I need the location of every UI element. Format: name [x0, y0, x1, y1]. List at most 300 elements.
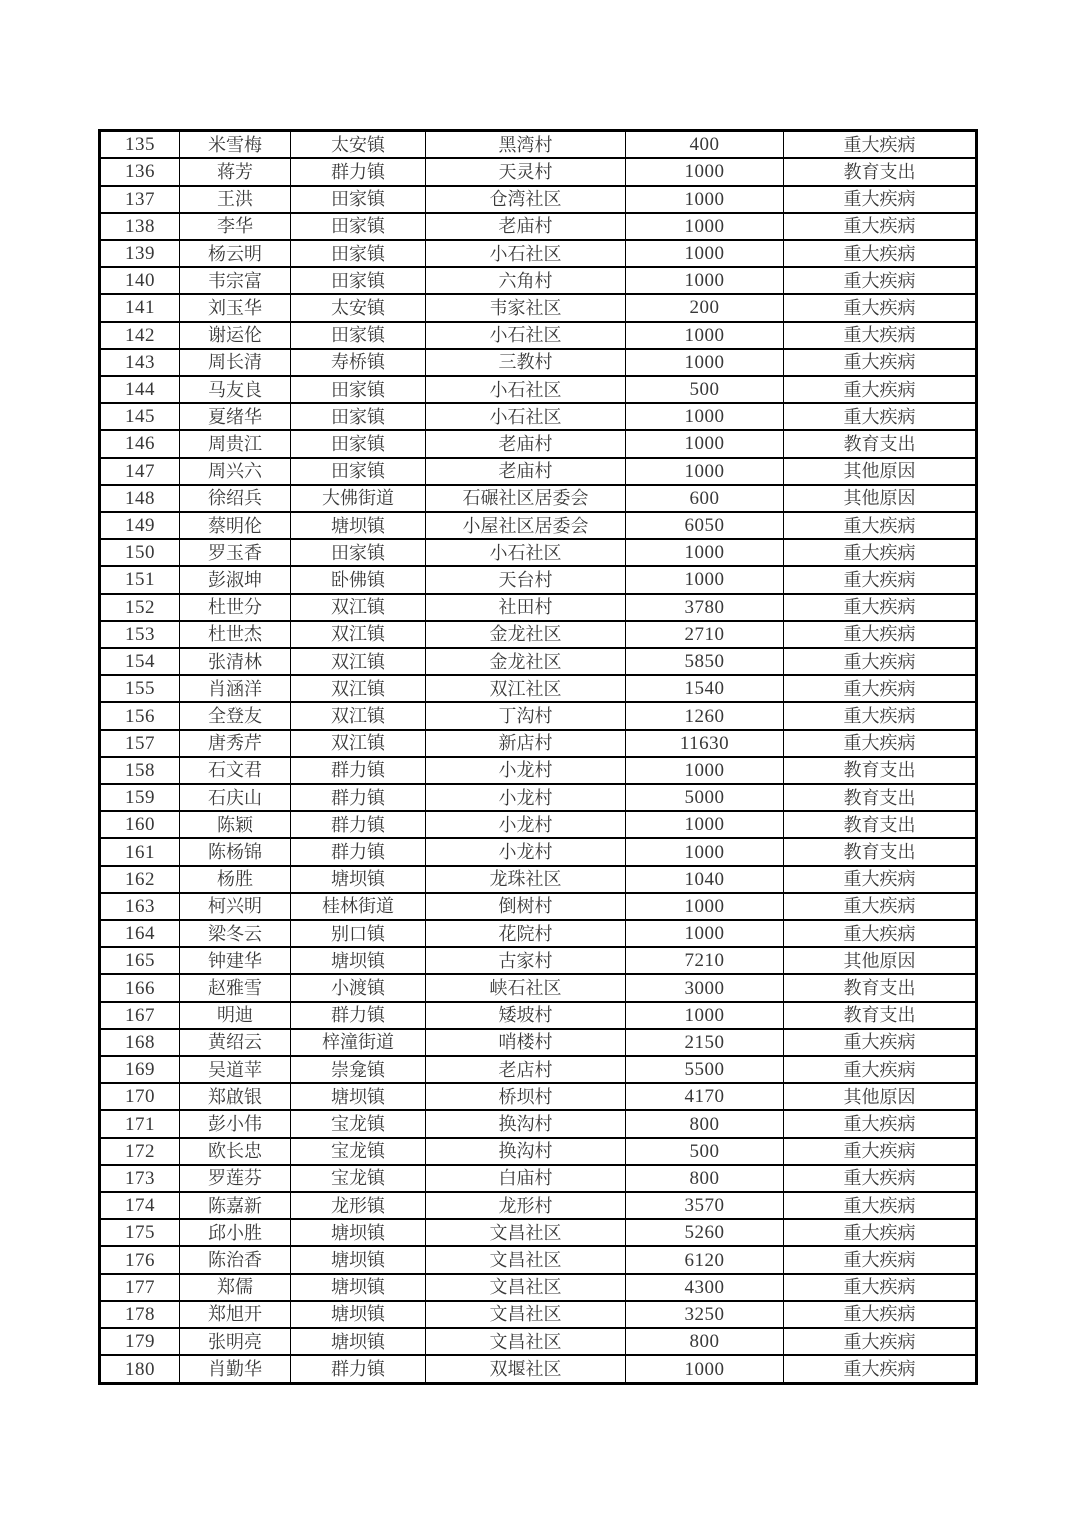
table-row [100, 376, 977, 403]
cell-name: 周兴六 [180, 458, 291, 485]
cell-index: 175 [100, 1219, 180, 1246]
cell-town: 塘坝镇 [291, 1246, 426, 1273]
cell-village: 倒树村 [426, 893, 626, 920]
table-row [100, 866, 977, 893]
cell-town: 群力镇 [291, 838, 426, 865]
cell-reason: 重大疾病 [784, 1165, 977, 1192]
cell-name: 张明亮 [180, 1328, 291, 1355]
table-row [100, 621, 977, 648]
cell-village: 换沟村 [426, 1110, 626, 1137]
cell-amount: 1000 [626, 267, 784, 294]
cell-index: 177 [100, 1274, 180, 1301]
table-row [100, 757, 977, 784]
cell-index: 170 [100, 1083, 180, 1110]
cell-village: 小石社区 [426, 322, 626, 349]
cell-index: 156 [100, 702, 180, 729]
table-row [100, 158, 977, 185]
cell-amount: 500 [626, 1138, 784, 1165]
cell-town: 别口镇 [291, 920, 426, 947]
cell-index: 136 [100, 158, 180, 185]
cell-village: 文昌社区 [426, 1328, 626, 1355]
cell-name: 全登友 [180, 702, 291, 729]
cell-reason: 重大疾病 [784, 893, 977, 920]
cell-town: 群力镇 [291, 784, 426, 811]
table-row [100, 893, 977, 920]
cell-index: 138 [100, 213, 180, 240]
cell-reason: 重大疾病 [784, 512, 977, 539]
cell-town: 田家镇 [291, 267, 426, 294]
cell-index: 162 [100, 866, 180, 893]
table-row [100, 566, 977, 593]
cell-index: 161 [100, 838, 180, 865]
cell-index: 146 [100, 430, 180, 457]
cell-amount: 1000 [626, 893, 784, 920]
cell-village: 龙形村 [426, 1192, 626, 1219]
table-row [100, 702, 977, 729]
cell-town: 塘坝镇 [291, 947, 426, 974]
cell-village: 三教村 [426, 349, 626, 376]
cell-amount: 200 [626, 294, 784, 321]
cell-amount: 1000 [626, 566, 784, 593]
cell-name: 李华 [180, 213, 291, 240]
cell-village: 古家村 [426, 947, 626, 974]
table-row [100, 1110, 977, 1137]
cell-name: 陈治香 [180, 1246, 291, 1273]
cell-town: 群力镇 [291, 757, 426, 784]
cell-name: 王洪 [180, 186, 291, 213]
cell-index: 163 [100, 893, 180, 920]
cell-village: 新店村 [426, 730, 626, 757]
cell-amount: 3000 [626, 974, 784, 1001]
cell-amount: 1000 [626, 322, 784, 349]
cell-reason: 教育支出 [784, 158, 977, 185]
cell-village: 文昌社区 [426, 1301, 626, 1328]
table-row [100, 1029, 977, 1056]
cell-name: 欧长忠 [180, 1138, 291, 1165]
cell-name: 杨云明 [180, 240, 291, 267]
cell-name: 马友良 [180, 376, 291, 403]
cell-index: 143 [100, 349, 180, 376]
cell-reason: 重大疾病 [784, 322, 977, 349]
table-row [100, 131, 977, 159]
cell-name: 梁冬云 [180, 920, 291, 947]
cell-name: 石庆山 [180, 784, 291, 811]
cell-name: 郑啟银 [180, 1083, 291, 1110]
cell-village: 小龙村 [426, 757, 626, 784]
cell-village: 小屋社区居委会 [426, 512, 626, 539]
cell-town: 塘坝镇 [291, 1328, 426, 1355]
cell-index: 168 [100, 1029, 180, 1056]
table-row [100, 186, 977, 213]
table-row [100, 1002, 977, 1029]
table-row [100, 1219, 977, 1246]
cell-index: 169 [100, 1056, 180, 1083]
cell-village: 小石社区 [426, 539, 626, 566]
cell-name: 柯兴明 [180, 893, 291, 920]
cell-amount: 1000 [626, 811, 784, 838]
cell-village: 老庙村 [426, 213, 626, 240]
cell-name: 黄绍云 [180, 1029, 291, 1056]
cell-town: 群力镇 [291, 1002, 426, 1029]
cell-reason: 重大疾病 [784, 349, 977, 376]
table-row [100, 485, 977, 512]
cell-village: 双江社区 [426, 675, 626, 702]
cell-amount: 400 [626, 131, 784, 159]
cell-reason: 重大疾病 [784, 240, 977, 267]
cell-town: 小渡镇 [291, 974, 426, 1001]
cell-town: 大佛街道 [291, 485, 426, 512]
cell-amount: 1000 [626, 349, 784, 376]
cell-village: 韦家社区 [426, 294, 626, 321]
cell-town: 田家镇 [291, 376, 426, 403]
cell-reason: 重大疾病 [784, 594, 977, 621]
cell-amount: 1000 [626, 240, 784, 267]
cell-town: 双江镇 [291, 621, 426, 648]
cell-town: 群力镇 [291, 811, 426, 838]
cell-index: 140 [100, 267, 180, 294]
cell-village: 哨楼村 [426, 1029, 626, 1056]
cell-reason: 重大疾病 [784, 539, 977, 566]
cell-town: 田家镇 [291, 322, 426, 349]
cell-town: 塘坝镇 [291, 1301, 426, 1328]
cell-village: 文昌社区 [426, 1274, 626, 1301]
cell-town: 田家镇 [291, 186, 426, 213]
cell-reason: 重大疾病 [784, 376, 977, 403]
cell-village: 峡石社区 [426, 974, 626, 1001]
cell-amount: 1000 [626, 1002, 784, 1029]
cell-name: 赵雅雪 [180, 974, 291, 1001]
cell-town: 宝龙镇 [291, 1138, 426, 1165]
cell-name: 彭淑坤 [180, 566, 291, 593]
cell-amount: 1000 [626, 757, 784, 784]
cell-town: 宝龙镇 [291, 1110, 426, 1137]
table-row [100, 1083, 977, 1110]
cell-town: 卧佛镇 [291, 566, 426, 593]
cell-name: 彭小伟 [180, 1110, 291, 1137]
cell-village: 天台村 [426, 566, 626, 593]
cell-town: 田家镇 [291, 240, 426, 267]
cell-amount: 6120 [626, 1246, 784, 1273]
cell-reason: 教育支出 [784, 974, 977, 1001]
table-row [100, 539, 977, 566]
cell-name: 蔡明伦 [180, 512, 291, 539]
cell-name: 陈颖 [180, 811, 291, 838]
table-row [100, 1274, 977, 1301]
cell-name: 吴道苹 [180, 1056, 291, 1083]
table-row [100, 213, 977, 240]
cell-amount: 800 [626, 1110, 784, 1137]
cell-amount: 1000 [626, 539, 784, 566]
table-row [100, 294, 977, 321]
cell-reason: 重大疾病 [784, 621, 977, 648]
table-body [100, 131, 977, 1384]
cell-town: 双江镇 [291, 648, 426, 675]
cell-amount: 1000 [626, 430, 784, 457]
cell-index: 176 [100, 1246, 180, 1273]
table-row [100, 430, 977, 457]
table-row [100, 322, 977, 349]
cell-amount: 5260 [626, 1219, 784, 1246]
cell-reason: 重大疾病 [784, 1219, 977, 1246]
cell-amount: 11630 [626, 730, 784, 757]
cell-amount: 1000 [626, 458, 784, 485]
table-row [100, 240, 977, 267]
cell-name: 刘玉华 [180, 294, 291, 321]
cell-amount: 3570 [626, 1192, 784, 1219]
cell-amount: 1000 [626, 920, 784, 947]
cell-reason: 重大疾病 [784, 131, 977, 159]
cell-name: 夏绪华 [180, 403, 291, 430]
cell-reason: 重大疾病 [784, 1138, 977, 1165]
cell-village: 金龙社区 [426, 648, 626, 675]
cell-name: 郑旭开 [180, 1301, 291, 1328]
cell-name: 韦宗富 [180, 267, 291, 294]
cell-reason: 其他原因 [784, 485, 977, 512]
table-row [100, 784, 977, 811]
table-row [100, 1192, 977, 1219]
cell-town: 群力镇 [291, 158, 426, 185]
cell-reason: 其他原因 [784, 1083, 977, 1110]
cell-reason: 重大疾病 [784, 1274, 977, 1301]
cell-name: 张清林 [180, 648, 291, 675]
table-row [100, 512, 977, 539]
cell-index: 166 [100, 974, 180, 1001]
cell-village: 老店村 [426, 1056, 626, 1083]
table-row [100, 403, 977, 430]
cell-village: 龙珠社区 [426, 866, 626, 893]
cell-name: 肖涵洋 [180, 675, 291, 702]
cell-index: 137 [100, 186, 180, 213]
cell-reason: 教育支出 [784, 811, 977, 838]
cell-index: 151 [100, 566, 180, 593]
cell-index: 165 [100, 947, 180, 974]
cell-reason: 重大疾病 [784, 1192, 977, 1219]
table-row [100, 1355, 977, 1383]
cell-index: 149 [100, 512, 180, 539]
cell-amount: 1000 [626, 213, 784, 240]
cell-village: 花院村 [426, 920, 626, 947]
cell-village: 仓湾社区 [426, 186, 626, 213]
cell-reason: 其他原因 [784, 947, 977, 974]
cell-amount: 800 [626, 1328, 784, 1355]
table-row [100, 730, 977, 757]
table-row [100, 1165, 977, 1192]
cell-village: 石碾社区居委会 [426, 485, 626, 512]
cell-reason: 重大疾病 [784, 213, 977, 240]
cell-index: 160 [100, 811, 180, 838]
cell-reason: 重大疾病 [784, 1056, 977, 1083]
cell-town: 双江镇 [291, 675, 426, 702]
cell-reason: 重大疾病 [784, 1301, 977, 1328]
cell-village: 小龙村 [426, 838, 626, 865]
cell-amount: 5850 [626, 648, 784, 675]
cell-village: 换沟村 [426, 1138, 626, 1165]
cell-name: 钟建华 [180, 947, 291, 974]
cell-index: 141 [100, 294, 180, 321]
cell-name: 罗莲芬 [180, 1165, 291, 1192]
cell-reason: 教育支出 [784, 784, 977, 811]
cell-reason: 重大疾病 [784, 267, 977, 294]
cell-town: 太安镇 [291, 131, 426, 159]
cell-town: 双江镇 [291, 702, 426, 729]
cell-index: 179 [100, 1328, 180, 1355]
cell-village: 桥坝村 [426, 1083, 626, 1110]
cell-amount: 1000 [626, 186, 784, 213]
cell-reason: 重大疾病 [784, 1246, 977, 1273]
cell-reason: 其他原因 [784, 458, 977, 485]
cell-name: 明迪 [180, 1002, 291, 1029]
table-row [100, 1301, 977, 1328]
cell-amount: 4170 [626, 1083, 784, 1110]
cell-town: 田家镇 [291, 213, 426, 240]
cell-name: 周长清 [180, 349, 291, 376]
cell-town: 塘坝镇 [291, 512, 426, 539]
cell-amount: 1000 [626, 158, 784, 185]
cell-reason: 重大疾病 [784, 1355, 977, 1383]
cell-index: 135 [100, 131, 180, 159]
cell-village: 天灵村 [426, 158, 626, 185]
cell-town: 龙形镇 [291, 1192, 426, 1219]
cell-index: 158 [100, 757, 180, 784]
cell-amount: 1540 [626, 675, 784, 702]
table-row [100, 594, 977, 621]
cell-town: 崇龛镇 [291, 1056, 426, 1083]
cell-town: 群力镇 [291, 1355, 426, 1383]
cell-village: 老庙村 [426, 430, 626, 457]
cell-town: 宝龙镇 [291, 1165, 426, 1192]
cell-index: 142 [100, 322, 180, 349]
table-row [100, 1328, 977, 1355]
cell-amount: 2150 [626, 1029, 784, 1056]
cell-index: 150 [100, 539, 180, 566]
cell-name: 杜世杰 [180, 621, 291, 648]
cell-index: 144 [100, 376, 180, 403]
cell-amount: 1040 [626, 866, 784, 893]
table-row [100, 458, 977, 485]
cell-village: 老庙村 [426, 458, 626, 485]
cell-reason: 重大疾病 [784, 675, 977, 702]
cell-reason: 重大疾病 [784, 866, 977, 893]
cell-village: 矮坡村 [426, 1002, 626, 1029]
table-row [100, 675, 977, 702]
cell-town: 太安镇 [291, 294, 426, 321]
cell-name: 邱小胜 [180, 1219, 291, 1246]
cell-reason: 重大疾病 [784, 1029, 977, 1056]
cell-index: 153 [100, 621, 180, 648]
table-row [100, 1056, 977, 1083]
cell-name: 罗玉香 [180, 539, 291, 566]
table-row [100, 1246, 977, 1273]
cell-index: 173 [100, 1165, 180, 1192]
cell-amount: 5500 [626, 1056, 784, 1083]
cell-name: 唐秀芹 [180, 730, 291, 757]
cell-amount: 1000 [626, 1355, 784, 1383]
cell-village: 小龙村 [426, 784, 626, 811]
cell-name: 杨胜 [180, 866, 291, 893]
cell-amount: 5000 [626, 784, 784, 811]
cell-reason: 教育支出 [784, 430, 977, 457]
cell-index: 157 [100, 730, 180, 757]
cell-index: 159 [100, 784, 180, 811]
cell-index: 180 [100, 1355, 180, 1383]
table-row [100, 349, 977, 376]
cell-amount: 500 [626, 376, 784, 403]
cell-town: 塘坝镇 [291, 1274, 426, 1301]
cell-village: 社田村 [426, 594, 626, 621]
cell-amount: 4300 [626, 1274, 784, 1301]
cell-name: 蒋芳 [180, 158, 291, 185]
cell-reason: 重大疾病 [784, 1110, 977, 1137]
cell-town: 双江镇 [291, 594, 426, 621]
cell-town: 塘坝镇 [291, 866, 426, 893]
cell-village: 白庙村 [426, 1165, 626, 1192]
cell-village: 六角村 [426, 267, 626, 294]
table-row [100, 920, 977, 947]
cell-village: 小龙村 [426, 811, 626, 838]
cell-town: 塘坝镇 [291, 1083, 426, 1110]
cell-village: 文昌社区 [426, 1246, 626, 1273]
cell-reason: 重大疾病 [784, 702, 977, 729]
cell-village: 小石社区 [426, 403, 626, 430]
cell-town: 田家镇 [291, 458, 426, 485]
cell-amount: 1000 [626, 403, 784, 430]
cell-amount: 1000 [626, 838, 784, 865]
cell-index: 178 [100, 1301, 180, 1328]
cell-name: 徐绍兵 [180, 485, 291, 512]
cell-amount: 6050 [626, 512, 784, 539]
cell-name: 杜世分 [180, 594, 291, 621]
cell-index: 139 [100, 240, 180, 267]
cell-index: 155 [100, 675, 180, 702]
assistance-records-table [98, 129, 978, 1385]
table-row [100, 811, 977, 838]
cell-reason: 重大疾病 [784, 730, 977, 757]
cell-name: 陈嘉新 [180, 1192, 291, 1219]
cell-name: 石文君 [180, 757, 291, 784]
table-row [100, 838, 977, 865]
cell-village: 金龙社区 [426, 621, 626, 648]
cell-town: 田家镇 [291, 430, 426, 457]
cell-index: 164 [100, 920, 180, 947]
cell-town: 梓潼街道 [291, 1029, 426, 1056]
cell-reason: 教育支出 [784, 838, 977, 865]
cell-village: 小石社区 [426, 376, 626, 403]
cell-town: 塘坝镇 [291, 1219, 426, 1246]
cell-index: 147 [100, 458, 180, 485]
cell-town: 田家镇 [291, 403, 426, 430]
cell-name: 陈杨锦 [180, 838, 291, 865]
table-row [100, 1138, 977, 1165]
cell-amount: 7210 [626, 947, 784, 974]
cell-index: 174 [100, 1192, 180, 1219]
cell-amount: 3250 [626, 1301, 784, 1328]
cell-index: 171 [100, 1110, 180, 1137]
cell-village: 文昌社区 [426, 1219, 626, 1246]
cell-reason: 重大疾病 [784, 920, 977, 947]
cell-amount: 600 [626, 485, 784, 512]
cell-name: 谢运伦 [180, 322, 291, 349]
cell-index: 148 [100, 485, 180, 512]
cell-reason: 重大疾病 [784, 294, 977, 321]
cell-name: 郑儒 [180, 1274, 291, 1301]
cell-reason: 重大疾病 [784, 186, 977, 213]
table-row [100, 947, 977, 974]
cell-reason: 教育支出 [784, 1002, 977, 1029]
cell-amount: 800 [626, 1165, 784, 1192]
cell-amount: 1260 [626, 702, 784, 729]
cell-amount: 3780 [626, 594, 784, 621]
cell-index: 145 [100, 403, 180, 430]
